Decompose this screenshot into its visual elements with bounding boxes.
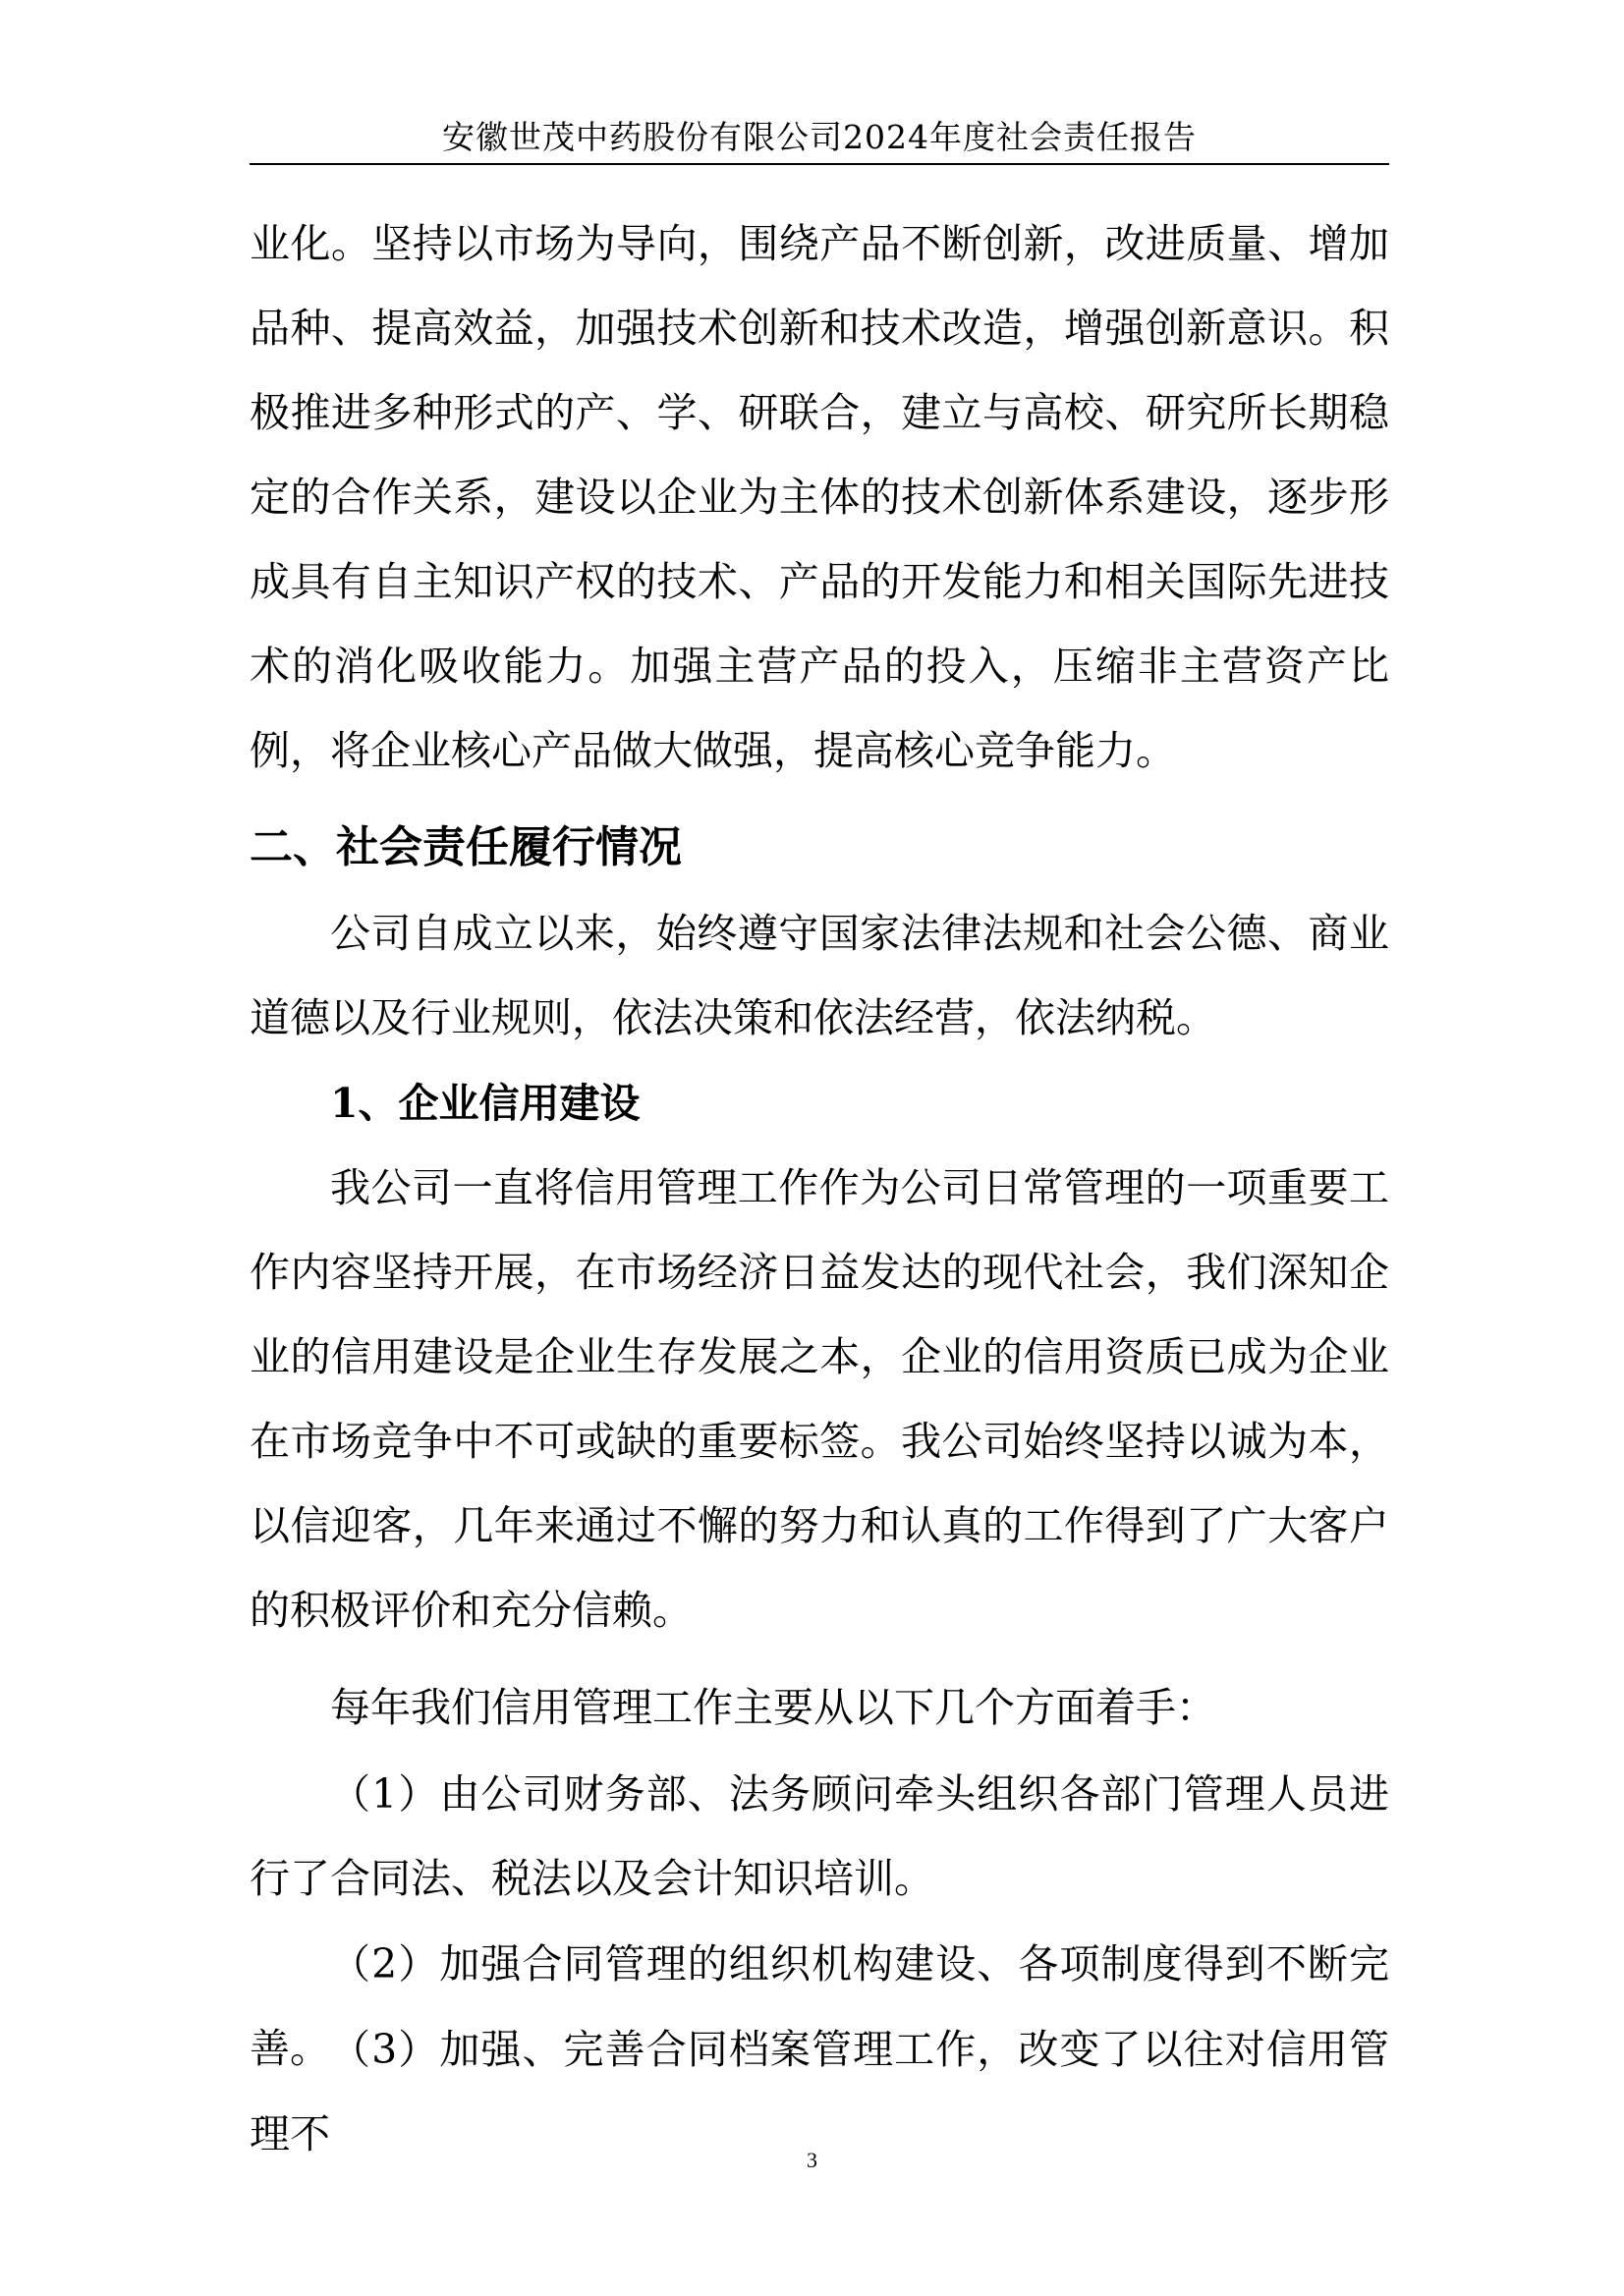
page-number: 3 [807,2148,817,2172]
paragraph-innovation: 业化。坚持以市场为导向，围绕产品不断创新，改进质量、增加品种、提高效益，加强技术创新和技术改造，增强创新意识。积极推进多种形式的产、学、研联合，建立与高校、研究所长期稳定的合作关系，建设以企业为主体的技术创新体系建设，逐步形成具有自主知识产权的技术、产品的开发能力和相关国际先进技术的消化吸收能力。加强主营产品的投入，压缩非主营资产比例，将企业核心产品做大做强，提高核心竞争能力。 [250,220,1389,774]
subheading-credit-building: 1、企业信用建设 [330,1080,641,1127]
paragraph-credit-aspects-intro: 每年我们信用管理工作主要从以下几个方面着手： [330,1684,1216,1731]
list-item-training: （1）由公司财务部、法务顾问牵头组织各部门管理人员进行了合同法、税法以及会计知识培训。 [250,1770,1389,1902]
paragraph-compliance: 公司自成立以来，始终遵守国家法律法规和社会公德、商业道德以及行业规则，依法决策和依法经营，依法纳税。 [250,910,1389,1041]
section-heading-social-responsibility: 二、社会责任履行情况 [250,822,682,872]
list-item-contract-organization: （2）加强合同管理的组织机构建设、各项制度得到不断完善。 [250,1940,1389,2072]
header-divider [250,163,1389,165]
list-item-contract-archives: （3）加强、完善合同档案管理工作，改变了以往对信用管理不 [250,2026,1389,2157]
page-header: 安徽世茂中药股份有限公司2024年度社会责任报告 [442,118,1197,156]
paragraph-credit-management: 我公司一直将信用管理工作作为公司日常管理的一项重要工作内容坚持开展，在市场经济日益发达的现代社会，我们深知企业的信用建设是企业生存发展之本，企业的信用资质已成为企业在市场竞争中不可或缺的重要标签。我公司始终坚持以诚为本，以信迎客，几年来通过不懈的努力和认真的工作得到了广大客户的积极评价和充分信赖。 [250,1164,1389,1634]
